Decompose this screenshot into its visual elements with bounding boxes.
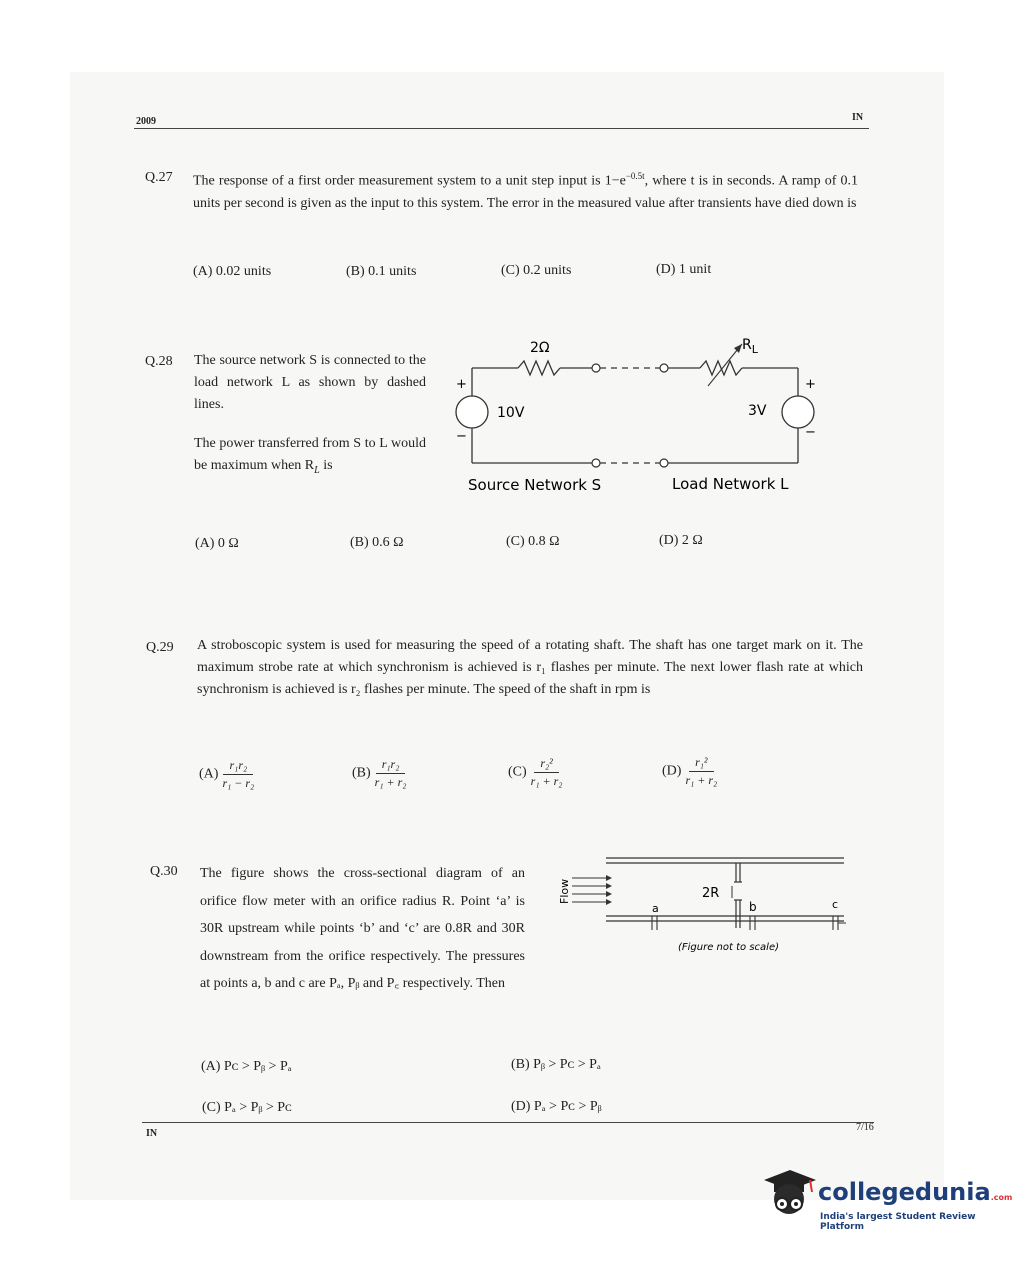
q27-text-b: , where t is in seconds. A ramp of 0.1 units per second is given as the input to this system. The error in the measured value after transients have died down is [193, 173, 858, 211]
q29-option-d[interactable]: (D) $\frac{\text{r₁²}}{\text{r₁ + r₂}}$ [662, 755, 718, 787]
q29-number: Q.29 [146, 640, 174, 655]
q28-option-b[interactable]: (B) 0.6 Ω [350, 535, 404, 550]
source-voltage-label: 10V [497, 405, 525, 421]
q28-text-2-end: is [319, 458, 333, 473]
terminal-top-source [592, 364, 600, 372]
header-rule [134, 128, 869, 129]
flow-arrows [572, 875, 612, 905]
q29-text: A stroboscopic system is used for measuring the speed of a rotating shaft. The shaft has one target mark on it. The maximum strobe rate at which synchronism is achieved is r₁ flashes per minute. The next lower flash rate at which synchronism is achieved is r₂ flashes per minute. The speed of the shaft in rpm is [197, 638, 863, 697]
mascot-icon [760, 1166, 818, 1222]
footer-page-number: 7/16 [856, 1122, 874, 1133]
logo-wordmark: collegedunia.com [818, 1178, 1013, 1206]
q30-option-d[interactable]: (D) Pₐ > Pᴄ > Pᵦ [511, 1099, 602, 1114]
load-resistor-label: $R_L$ [742, 337, 758, 356]
q28-circuit-diagram [450, 330, 830, 500]
load-resistor-shape [700, 361, 742, 375]
source-plus: + [456, 377, 467, 392]
load-voltage-label: 3V [748, 403, 767, 419]
q28-text-2 [194, 433, 426, 482]
q29-option-a[interactable]: (A) $\frac{\text{r₁r₂}}{\text{r₁ − r₂}}$ [199, 758, 255, 790]
q30-option-c[interactable]: (C) Pₐ > Pᵦ > Pᴄ [202, 1100, 292, 1115]
logo-tagline: India's largest Student Review Platform [820, 1212, 976, 1232]
q27-text [193, 165, 858, 215]
q27-option-c[interactable]: (C) 0.2 units [501, 263, 572, 278]
q27-option-b[interactable]: (B) 0.1 units [346, 264, 417, 279]
load-plus: + [805, 377, 816, 392]
source-minus: − [456, 429, 467, 444]
load-voltage-circle [782, 396, 814, 428]
q30-option-b[interactable]: (B) Pᵦ > Pᴄ > Pₐ [511, 1057, 601, 1072]
source-resistor-shape [518, 361, 560, 375]
q28-option-c[interactable]: (C) 0.8 Ω [506, 534, 560, 549]
q28-number: Q.28 [145, 354, 173, 369]
source-resistor-label: 2Ω [530, 340, 550, 356]
load-minus: − [805, 425, 816, 440]
point-c-label: c [832, 898, 839, 911]
q28-text-2-main: The power transferred from S to L would be maximum when R [194, 436, 426, 473]
figure-note: (Figure not to scale) [678, 942, 780, 953]
terminal-bottom-load [660, 459, 668, 467]
q28-text-1: The source network S is connected to the load network L as shown by dashed lines. [194, 353, 426, 412]
logo-mascot [760, 1166, 818, 1222]
q27-exponent: −0.5t [625, 171, 645, 181]
q27-option-a[interactable]: (A) 0.02 units [193, 264, 272, 279]
footer-rule [142, 1122, 874, 1123]
load-network-label: Load Network L [672, 475, 789, 493]
flow-label: Flow [558, 878, 571, 904]
q28-option-d[interactable]: (D) 2 Ω [659, 533, 703, 548]
q27-text-a: The response of a first order measurement system to a unit step input is 1−e [193, 173, 626, 189]
q30-number: Q.30 [150, 864, 178, 879]
q29-option-c[interactable]: (C) $\frac{\text{r₂²}}{\text{r₁ + r₂}}$ [508, 756, 563, 788]
q30-text: The figure shows the cross-sectional diagram of an orifice flow meter with an orifice radius R. Point ‘a’ is 30R upstream while points ‘b’ and ‘c’ are 0.8R and 30R downstream from the orifice respectively. The pressures at points a, b and c are Pₐ, Pᵦ and P꜀ respectively. Then [200, 866, 525, 991]
q29-option-b[interactable]: (B) $\frac{\text{r₁r₂}}{\text{r₁ + r₂}}$ [352, 757, 407, 789]
point-b-label: b [749, 900, 757, 914]
q30-option-a[interactable]: (A) Pᴄ > Pᵦ > Pₐ [201, 1059, 292, 1074]
footer-paper-code: IN [146, 1128, 158, 1139]
orifice-2r-label: 2R [702, 886, 720, 901]
q28-option-a[interactable]: (A) 0 Ω [195, 536, 239, 551]
header-year: 2009 [136, 116, 156, 127]
terminal-top-load [660, 364, 668, 372]
q27-option-d[interactable]: (D) 1 unit [656, 262, 712, 277]
q28-text-2-sub: L [314, 464, 320, 476]
terminal-bottom-source [592, 459, 600, 467]
source-network-label: Source Network S [468, 476, 602, 494]
q27-number: Q.27 [145, 170, 173, 185]
point-a-label: a [652, 902, 659, 915]
source-voltage-circle [456, 396, 488, 428]
header-paper-code: IN [852, 112, 864, 123]
q30-orifice-figure [556, 850, 848, 960]
